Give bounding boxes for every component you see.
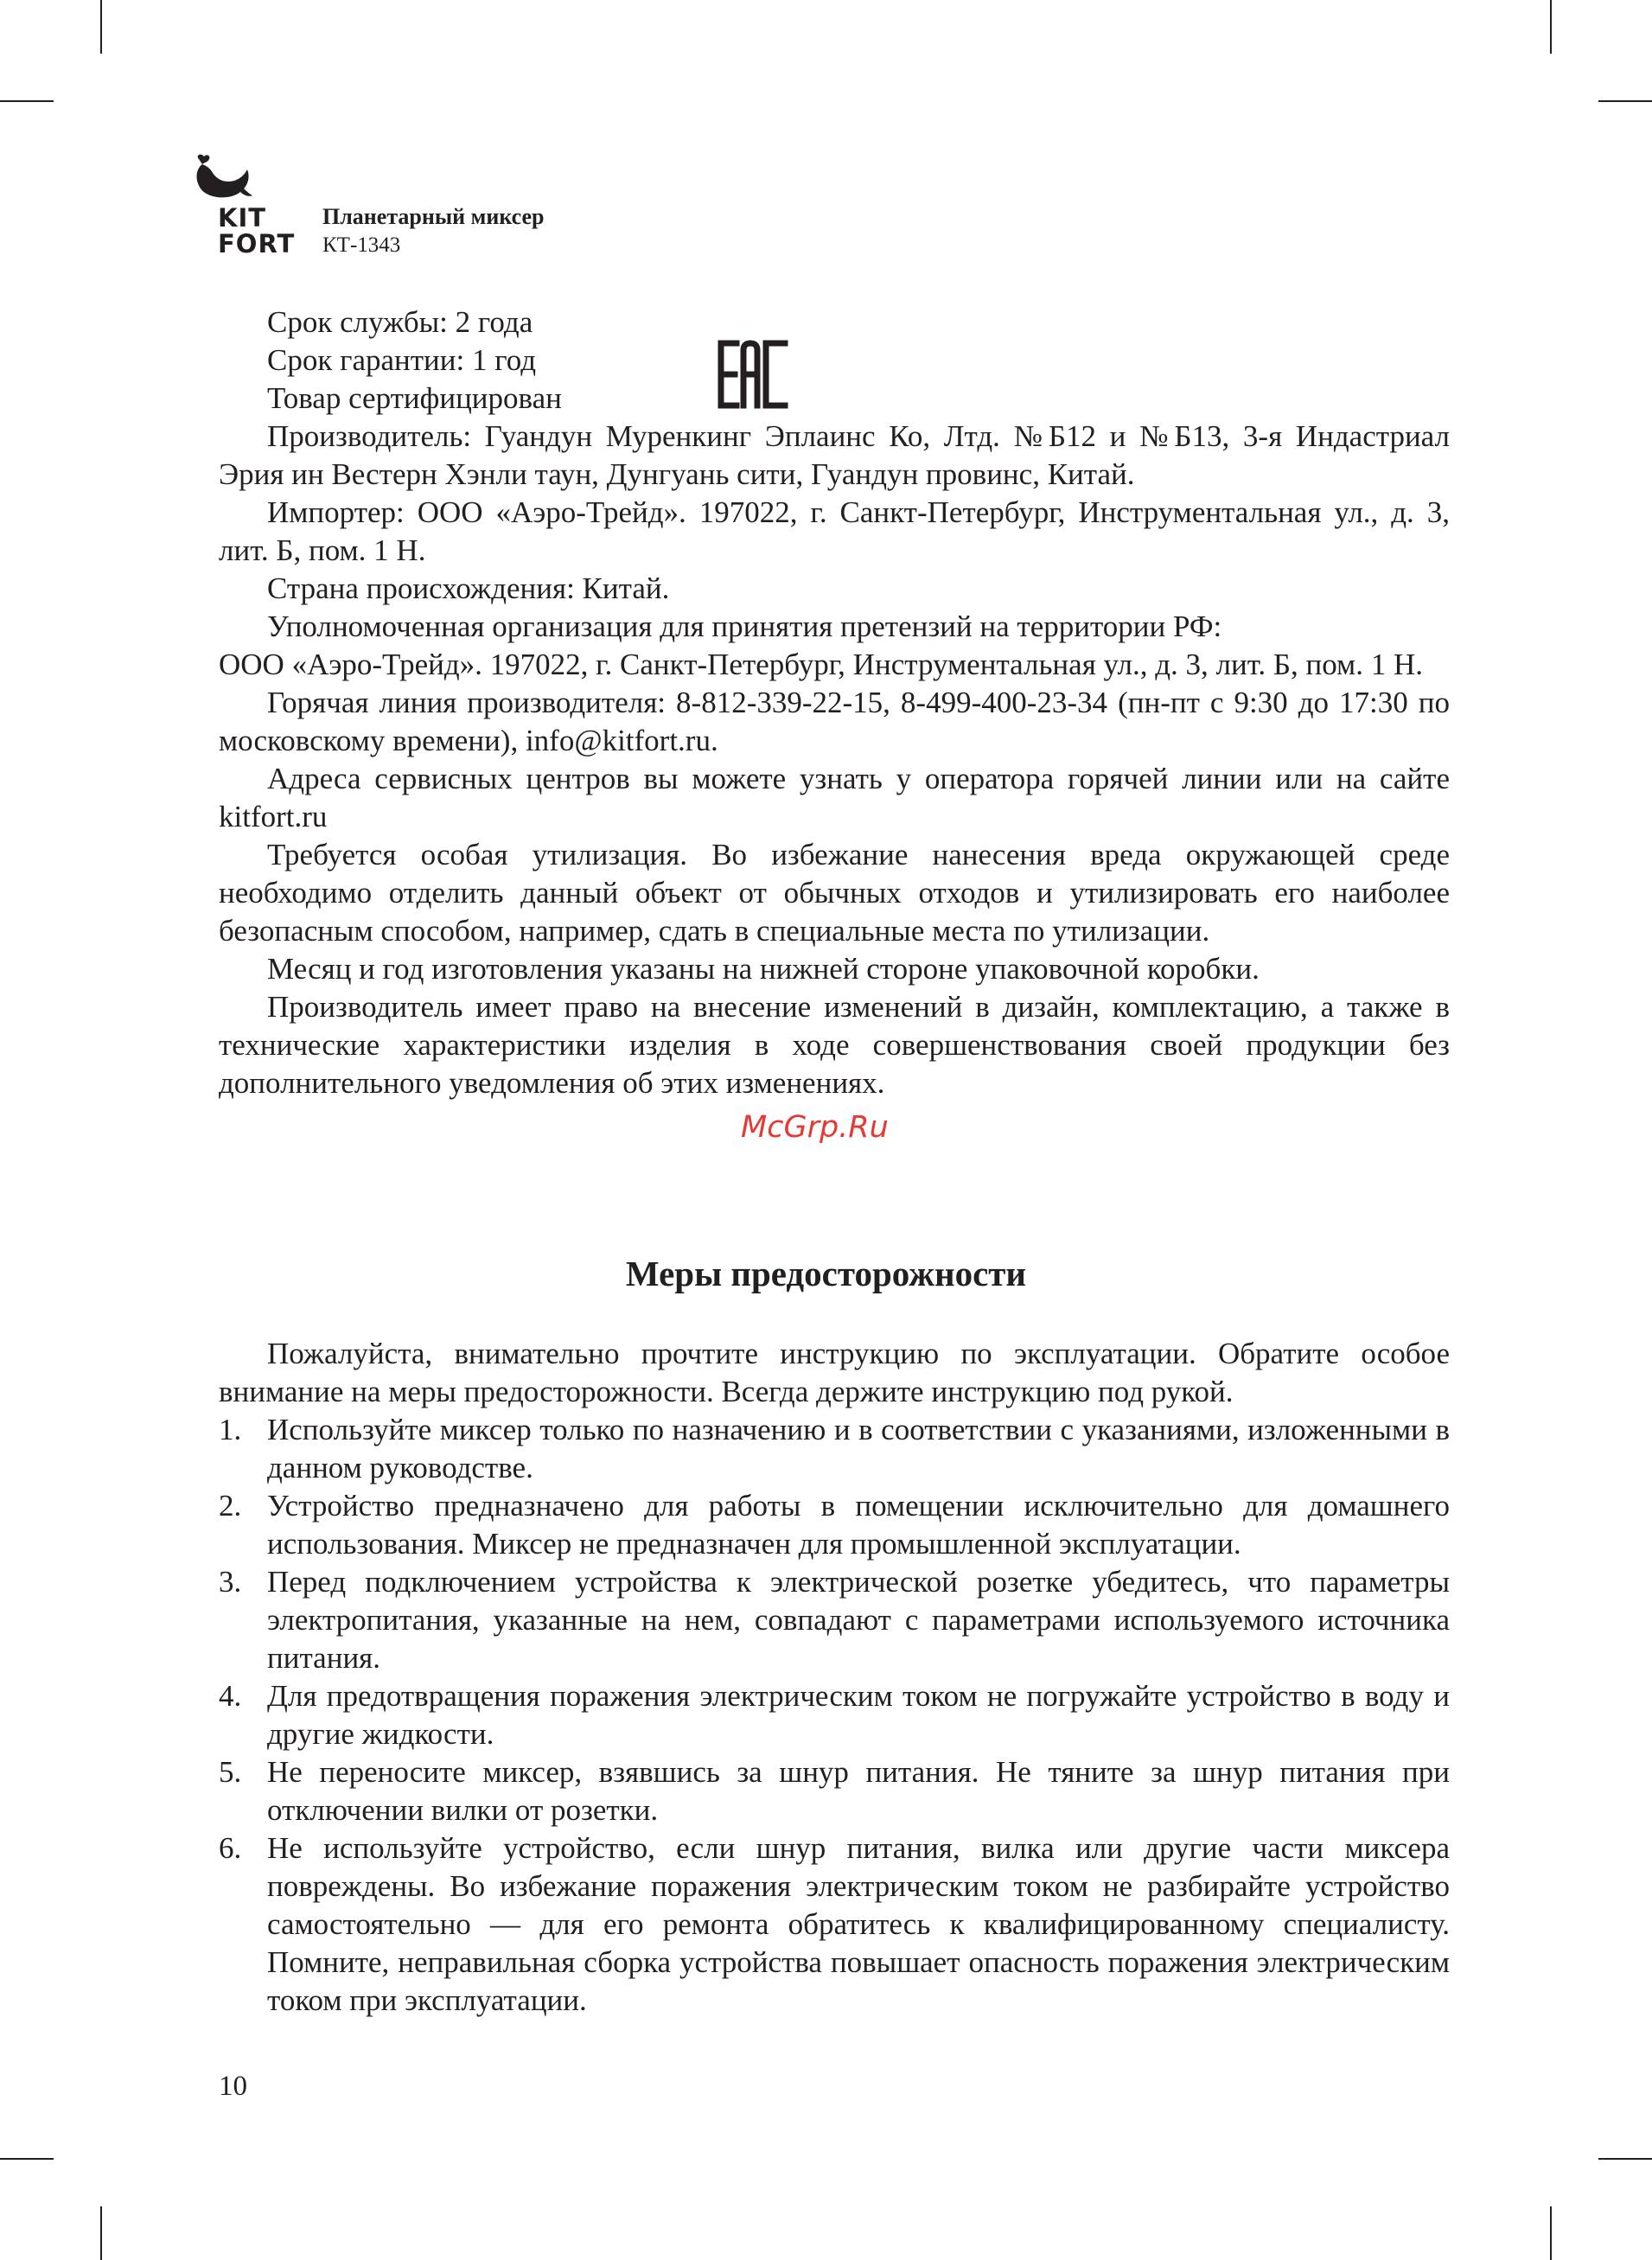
disposal-info: Требуется особая утилизация. Во избежание нанесения вреда окружающей среде необходимо отделить данный объект от обычных отходов и утилизировать его наиболее безопасным способом, например, сдать в специальные места по утилизации. bbox=[219, 838, 1450, 948]
product-name: Планетарный миксер bbox=[322, 204, 545, 229]
page-header bbox=[322, 202, 545, 259]
precaution-item bbox=[219, 1677, 1450, 1753]
precaution-item bbox=[219, 1487, 1450, 1563]
hotline-info: Горячая линия производителя: 8-812-339-22-15, 8-499-400-23-34 (пн-пт с 9:30 до 17:30 по московскому времени), info@kitfort.ru. bbox=[219, 686, 1450, 757]
watermark: McGrp.Ru bbox=[741, 1110, 889, 1145]
item-text: Перед подключением устройства к электрической розетке убедитесь, что параметры электропитания, указанные на нем, совпадают с параметрами используемого источника питания. bbox=[267, 1565, 1450, 1675]
authorized-organization-label: Уполномоченная организация для принятия претензий на территории РФ: bbox=[267, 610, 1222, 643]
brand-name-line2: FORT bbox=[218, 229, 296, 259]
item-text: Не переносите миксер, взявшись за шнур питания. Не тяните за шнур питания при отключении вилки от розетки. bbox=[267, 1755, 1450, 1827]
whale-icon bbox=[188, 152, 254, 202]
importer-info: Импортер: ООО «Аэро-Трейд». 197022, г. Санкт-Петербург, Инструментальная ул., д. 3, лит. Б, пом. 1 Н. bbox=[219, 495, 1450, 567]
warranty-period: Срок гарантии: 1 год bbox=[267, 343, 537, 377]
country-of-origin: Страна происхождения: Китай. bbox=[267, 571, 670, 605]
precaution-item bbox=[219, 1563, 1450, 1677]
product-model: КТ-1343 bbox=[322, 233, 401, 257]
brand-name-line1: KIT bbox=[218, 203, 267, 233]
item-number: 3. bbox=[219, 1565, 242, 1599]
precautions-intro: Пожалуйста, внимательно прочтите инструкцию по эксплуатации. Обратите особое внимание на меры предосторожности. Всегда держите инструкцию под рукой. bbox=[219, 1337, 1450, 1408]
certification-note: Товар сертифицирован bbox=[267, 381, 562, 415]
item-number: 1. bbox=[219, 1413, 242, 1446]
crop-mark bbox=[100, 0, 102, 54]
crop-mark bbox=[0, 100, 54, 102]
item-number: 5. bbox=[219, 1755, 242, 1789]
service-centers-info: Адреса сервисных центров вы можете узнать у оператора горячей линии или на сайте kitfort.ru bbox=[219, 762, 1450, 833]
item-number: 6. bbox=[219, 1831, 242, 1865]
item-number: 4. bbox=[219, 1679, 242, 1713]
crop-mark bbox=[1598, 2158, 1652, 2160]
service-life: Срок службы: 2 года bbox=[267, 305, 533, 339]
precaution-item bbox=[219, 1753, 1450, 1829]
changes-disclaimer: Производитель имеет право на внесение изменений в дизайн, комплектацию, а также в технические характеристики изделия в ходе совершенствования своей продукции без дополнительного уведомления об этих изменениях. bbox=[219, 990, 1450, 1100]
crop-mark bbox=[1550, 0, 1552, 54]
item-text: Не используйте устройство, если шнур питания, вилка или другие части миксера повреждены. Во избежание поражения электрическим током не разбирайте устройство самостоятельно — для его ремонта обратитесь к квалифицированному специалисту. Помните, неправильная сборка устройства повышает опасность поражения электрическим током при эксплуатации. bbox=[267, 1831, 1450, 2017]
authorized-organization-address: ООО «Аэро-Трейд». 197022, г. Санкт-Петербург, Инструментальная ул., д. 3, лит. Б, пом. 1 Н. bbox=[219, 648, 1423, 681]
precaution-item bbox=[219, 1411, 1450, 1487]
crop-mark bbox=[1598, 100, 1652, 102]
crop-mark bbox=[1550, 2206, 1552, 2260]
kitfort-logo bbox=[187, 152, 299, 259]
page-number: 10 bbox=[219, 2071, 247, 2102]
manufacture-date-info: Месяц и год изготовления указаны на нижней стороне упаковочной коробки. bbox=[267, 952, 1260, 986]
product-info bbox=[219, 303, 1450, 1102]
crop-mark bbox=[0, 2158, 54, 2160]
precaution-item bbox=[219, 1829, 1450, 2020]
item-number: 2. bbox=[219, 1489, 242, 1523]
crop-mark bbox=[100, 2206, 102, 2260]
section-title: Меры предосторожности bbox=[625, 1254, 1027, 1293]
manufacturer-info: Производитель: Гуандун Муренкинг Эплаинс Ко, Лтд. №Б12 и №Б13, 3-я Индастриал Эрия ин Вестерн Хэнли таун, Дунгуань сити, Гуандун провинс, Китай. bbox=[219, 419, 1450, 491]
item-text: Для предотвращения поражения электрическим током не погружайте устройство в воду и другие жидкости. bbox=[267, 1679, 1450, 1751]
item-text: Устройство предназначено для работы в помещении исключительно для домашнего использования. Миксер не предназначен для промышленной эксплуатации. bbox=[267, 1489, 1450, 1561]
item-text: Используйте миксер только по назначению и в соответствии с указаниями, изложенными в данном руководстве. bbox=[267, 1413, 1450, 1484]
precautions-list bbox=[219, 1335, 1450, 2020]
